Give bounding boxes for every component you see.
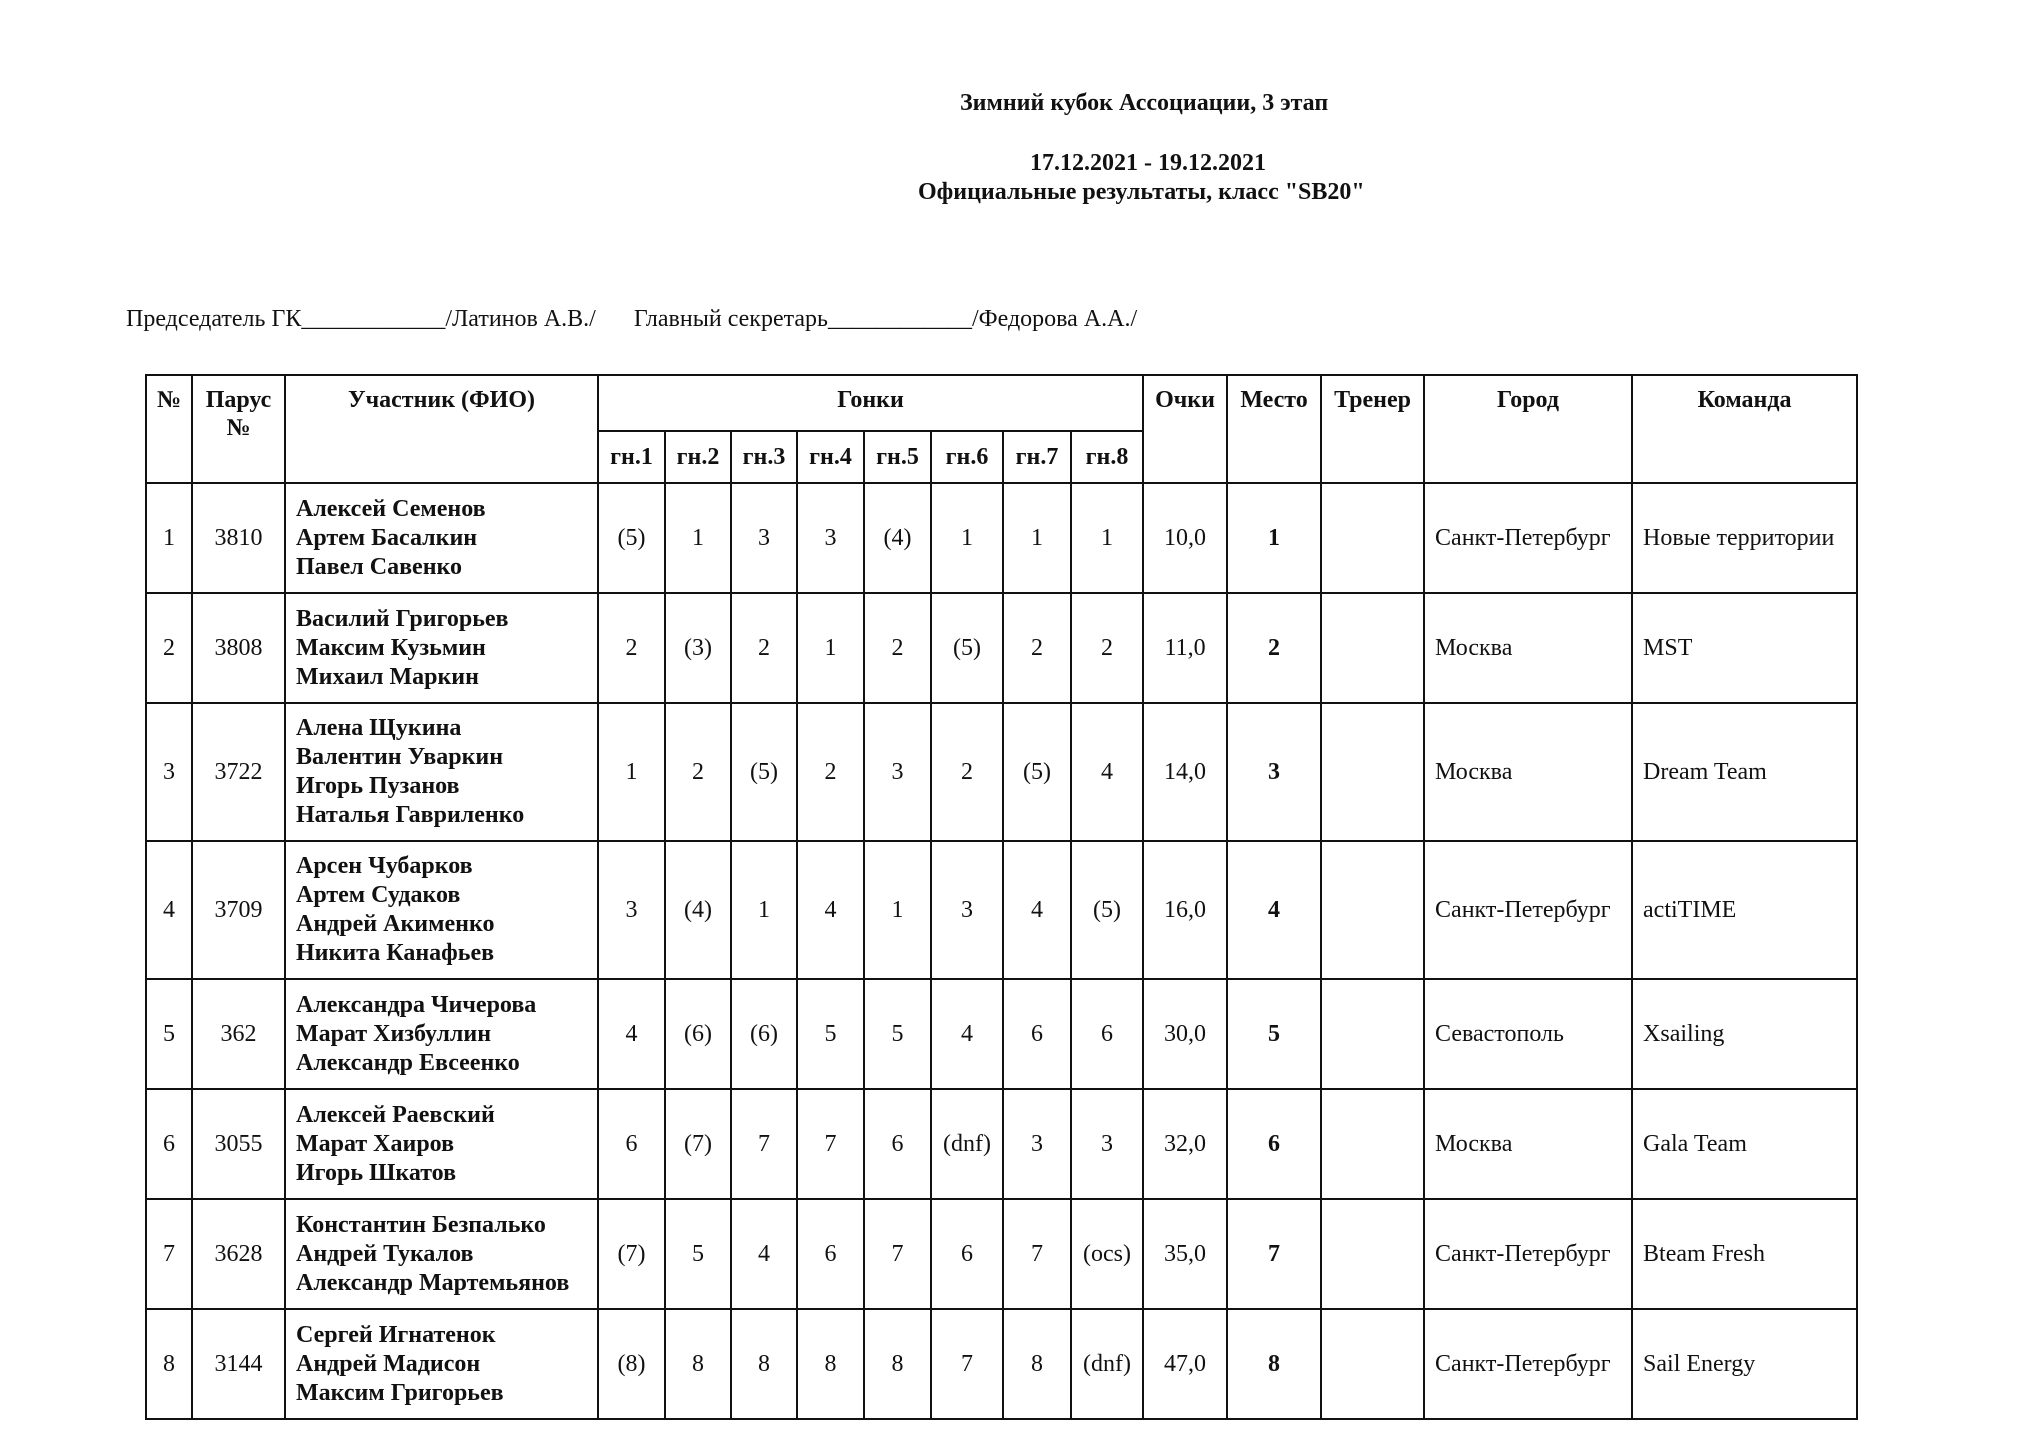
race-result-3: 7 (731, 1089, 797, 1199)
city: Москва (1424, 1089, 1632, 1199)
row-number: 4 (146, 841, 192, 979)
city: Москва (1424, 703, 1632, 841)
participant-name: Артем Судаков (296, 882, 461, 908)
header-sail-line1: Парус (205, 387, 272, 413)
header-race-6: гн.6 (931, 431, 1003, 483)
race-result-1: 1 (598, 703, 665, 841)
secretary-signature: Главный секретарь____________/Федорова А.А./ (633, 306, 1138, 332)
table-row (146, 1309, 1857, 1419)
race-result-5: 8 (864, 1309, 931, 1419)
race-result-8: 2 (1071, 593, 1143, 703)
coach (1321, 1199, 1424, 1309)
place: 4 (1227, 841, 1321, 979)
points: 16,0 (1143, 841, 1227, 979)
document-header (0, 0, 2020, 230)
place: 2 (1227, 593, 1321, 703)
chairman-signature: Председатель ГК____________/Латинов А.В./ (126, 306, 596, 332)
row-number: 5 (146, 979, 192, 1089)
participant-names (285, 593, 598, 703)
points: 14,0 (1143, 703, 1227, 841)
participant-names (285, 483, 598, 593)
race-result-4: 1 (797, 593, 864, 703)
row-number: 3 (146, 703, 192, 841)
participant-name: Алексей Семенов (296, 495, 486, 522)
coach (1321, 593, 1424, 703)
participant-name: Алексей Раевский (296, 1101, 495, 1128)
race-result-7: 4 (1003, 841, 1071, 979)
city: Санкт-Петербург (1424, 1309, 1632, 1419)
race-result-3: 8 (731, 1309, 797, 1419)
race-result-8: (ocs) (1071, 1199, 1143, 1309)
race-result-8: 4 (1071, 703, 1143, 841)
race-result-6: 4 (931, 979, 1003, 1089)
race-result-5: 1 (864, 841, 931, 979)
participant-name: Василий Григорьев (296, 605, 509, 632)
participant-name: Артем Басалкин (296, 524, 478, 551)
sail-number: 362 (192, 979, 285, 1089)
race-result-7: 2 (1003, 593, 1071, 703)
place: 7 (1227, 1199, 1321, 1309)
race-result-1: 6 (598, 1089, 665, 1199)
city: Санкт-Петербург (1424, 1199, 1632, 1309)
race-result-6: (5) (931, 593, 1003, 703)
race-result-7: 3 (1003, 1089, 1071, 1199)
document-title: Зимний кубок Ассоциации, 3 этап (960, 90, 1329, 116)
coach (1321, 979, 1424, 1089)
participant-name: Александра Чичерова (296, 991, 537, 1018)
header-race-5: гн.5 (864, 431, 931, 483)
header-points: Очки (1143, 375, 1227, 483)
header-number: № (146, 375, 192, 483)
sail-number: 3722 (192, 703, 285, 841)
participant-names (285, 1089, 598, 1199)
race-result-5: 2 (864, 593, 931, 703)
points: 30,0 (1143, 979, 1227, 1089)
race-result-2: (6) (665, 979, 731, 1089)
race-result-4: 7 (797, 1089, 864, 1199)
race-result-1: 3 (598, 841, 665, 979)
row-number: 7 (146, 1199, 192, 1309)
row-number: 8 (146, 1309, 192, 1419)
race-result-4: 4 (797, 841, 864, 979)
header-race-7: гн.7 (1003, 431, 1071, 483)
race-result-6: 2 (931, 703, 1003, 841)
race-result-7: 6 (1003, 979, 1071, 1089)
race-result-5: 3 (864, 703, 931, 841)
sail-number: 3628 (192, 1199, 285, 1309)
row-number: 2 (146, 593, 192, 703)
race-result-1: (8) (598, 1309, 665, 1419)
participant-name: Марат Хизбуллин (296, 1020, 492, 1047)
race-result-1: (5) (598, 483, 665, 593)
place: 6 (1227, 1089, 1321, 1199)
city: Санкт-Петербург (1424, 483, 1632, 593)
participant-name: Наталья Гавриленко (296, 802, 525, 828)
race-result-4: 8 (797, 1309, 864, 1419)
participant-name: Игорь Пузанов (296, 773, 460, 799)
participant-name: Александр Евсеенко (296, 1049, 520, 1076)
points: 35,0 (1143, 1199, 1227, 1309)
race-result-7: 1 (1003, 483, 1071, 593)
race-result-6: 6 (931, 1199, 1003, 1309)
place: 8 (1227, 1309, 1321, 1419)
header-city: Город (1424, 375, 1632, 483)
coach (1321, 703, 1424, 841)
coach (1321, 841, 1424, 979)
document-subtitle: Официальные результаты, класс "SB20" (918, 179, 1365, 205)
header-coach: Тренер (1321, 375, 1424, 483)
race-result-3: 3 (731, 483, 797, 593)
race-result-7: 7 (1003, 1199, 1071, 1309)
table-body (146, 483, 1857, 1419)
place: 3 (1227, 703, 1321, 841)
participant-name: Максим Григорьев (296, 1379, 504, 1406)
race-result-8: (5) (1071, 841, 1143, 979)
race-result-3: 1 (731, 841, 797, 979)
race-result-3: (6) (731, 979, 797, 1089)
table-row (146, 1089, 1857, 1199)
race-result-4: 2 (797, 703, 864, 841)
header-team: Команда (1632, 375, 1857, 483)
participant-names (285, 841, 598, 979)
race-result-8: 6 (1071, 979, 1143, 1089)
race-result-2: (7) (665, 1089, 731, 1199)
participant-names (285, 1199, 598, 1309)
race-result-2: 2 (665, 703, 731, 841)
participant-name: Алена Щукина (296, 715, 462, 741)
header-race-2: гн.2 (665, 431, 731, 483)
participant-name: Максим Кузьмин (296, 634, 486, 661)
participant-name: Сергей Игнатенок (296, 1321, 496, 1348)
participant-name: Михаил Маркин (296, 663, 479, 690)
header-race-1: гн.1 (598, 431, 665, 483)
race-result-5: 7 (864, 1199, 931, 1309)
race-result-1: 2 (598, 593, 665, 703)
header-sail-line2: № (226, 415, 251, 441)
row-number: 6 (146, 1089, 192, 1199)
points: 32,0 (1143, 1089, 1227, 1199)
table-row (146, 703, 1857, 841)
participant-name: Игорь Шкатов (296, 1159, 457, 1186)
participant-name: Никита Канафьев (296, 940, 495, 966)
race-result-3: (5) (731, 703, 797, 841)
race-result-8: (dnf) (1071, 1309, 1143, 1419)
race-result-5: (4) (864, 483, 931, 593)
coach (1321, 483, 1424, 593)
participant-names (285, 1309, 598, 1419)
race-result-4: 5 (797, 979, 864, 1089)
table-header (146, 375, 1857, 483)
table-row (146, 593, 1857, 703)
race-result-6: 7 (931, 1309, 1003, 1419)
race-result-2: 5 (665, 1199, 731, 1309)
place: 1 (1227, 483, 1321, 593)
participant-name: Андрей Мадисон (296, 1350, 481, 1377)
header-race-8: гн.8 (1071, 431, 1143, 483)
sail-number: 3810 (192, 483, 285, 593)
team: Xsailing (1632, 979, 1857, 1089)
points: 47,0 (1143, 1309, 1227, 1419)
sail-number: 3808 (192, 593, 285, 703)
header-race-4: гн.4 (797, 431, 864, 483)
place: 5 (1227, 979, 1321, 1089)
race-result-2: 1 (665, 483, 731, 593)
team: actiTIME (1632, 841, 1857, 979)
race-result-1: (7) (598, 1199, 665, 1309)
header-races: Гонки (598, 375, 1143, 431)
race-result-1: 4 (598, 979, 665, 1089)
team: MST (1632, 593, 1857, 703)
participant-name: Андрей Тукалов (296, 1240, 474, 1267)
points: 11,0 (1143, 593, 1227, 703)
team: Gala Team (1632, 1089, 1857, 1199)
participant-name: Александр Мартемьянов (296, 1269, 570, 1296)
city: Москва (1424, 593, 1632, 703)
coach (1321, 1089, 1424, 1199)
race-result-5: 6 (864, 1089, 931, 1199)
race-result-3: 4 (731, 1199, 797, 1309)
race-result-7: 8 (1003, 1309, 1071, 1419)
participant-name: Константин Безпалько (296, 1211, 546, 1238)
signature-line (126, 306, 1137, 333)
race-result-2: (3) (665, 593, 731, 703)
table-row (146, 483, 1857, 593)
race-result-7: (5) (1003, 703, 1071, 841)
sail-number: 3709 (192, 841, 285, 979)
sail-number: 3144 (192, 1309, 285, 1419)
participant-name: Валентин Уваркин (296, 744, 504, 770)
header-race-3: гн.3 (731, 431, 797, 483)
race-result-2: 8 (665, 1309, 731, 1419)
header-place: Место (1227, 375, 1321, 483)
race-result-6: 3 (931, 841, 1003, 979)
race-result-8: 3 (1071, 1089, 1143, 1199)
race-result-5: 5 (864, 979, 931, 1089)
race-result-6: 1 (931, 483, 1003, 593)
team: Sail Energy (1632, 1309, 1857, 1419)
race-result-6: (dnf) (931, 1089, 1003, 1199)
table-row (146, 841, 1857, 979)
race-result-3: 2 (731, 593, 797, 703)
coach (1321, 1309, 1424, 1419)
city: Севастополь (1424, 979, 1632, 1089)
participant-name: Арсен Чубарков (296, 853, 473, 879)
race-result-2: (4) (665, 841, 731, 979)
header-participant: Участник (ФИО) (285, 375, 598, 483)
table-row (146, 1199, 1857, 1309)
participant-name: Андрей Акименко (296, 911, 495, 937)
document-dates: 17.12.2021 - 19.12.2021 (1030, 150, 1266, 176)
race-result-4: 6 (797, 1199, 864, 1309)
participant-names (285, 979, 598, 1089)
participant-names (285, 703, 598, 841)
race-result-8: 1 (1071, 483, 1143, 593)
results-table (145, 374, 1858, 1420)
sail-number: 3055 (192, 1089, 285, 1199)
header-sail (192, 375, 285, 483)
city: Санкт-Петербург (1424, 841, 1632, 979)
team: Bteam Fresh (1632, 1199, 1857, 1309)
team: Dream Team (1632, 703, 1857, 841)
participant-name: Павел Савенко (296, 553, 463, 580)
points: 10,0 (1143, 483, 1227, 593)
table-row (146, 979, 1857, 1089)
participant-name: Марат Хаиров (296, 1130, 455, 1157)
race-result-4: 3 (797, 483, 864, 593)
team: Новые территории (1632, 483, 1857, 593)
row-number: 1 (146, 483, 192, 593)
